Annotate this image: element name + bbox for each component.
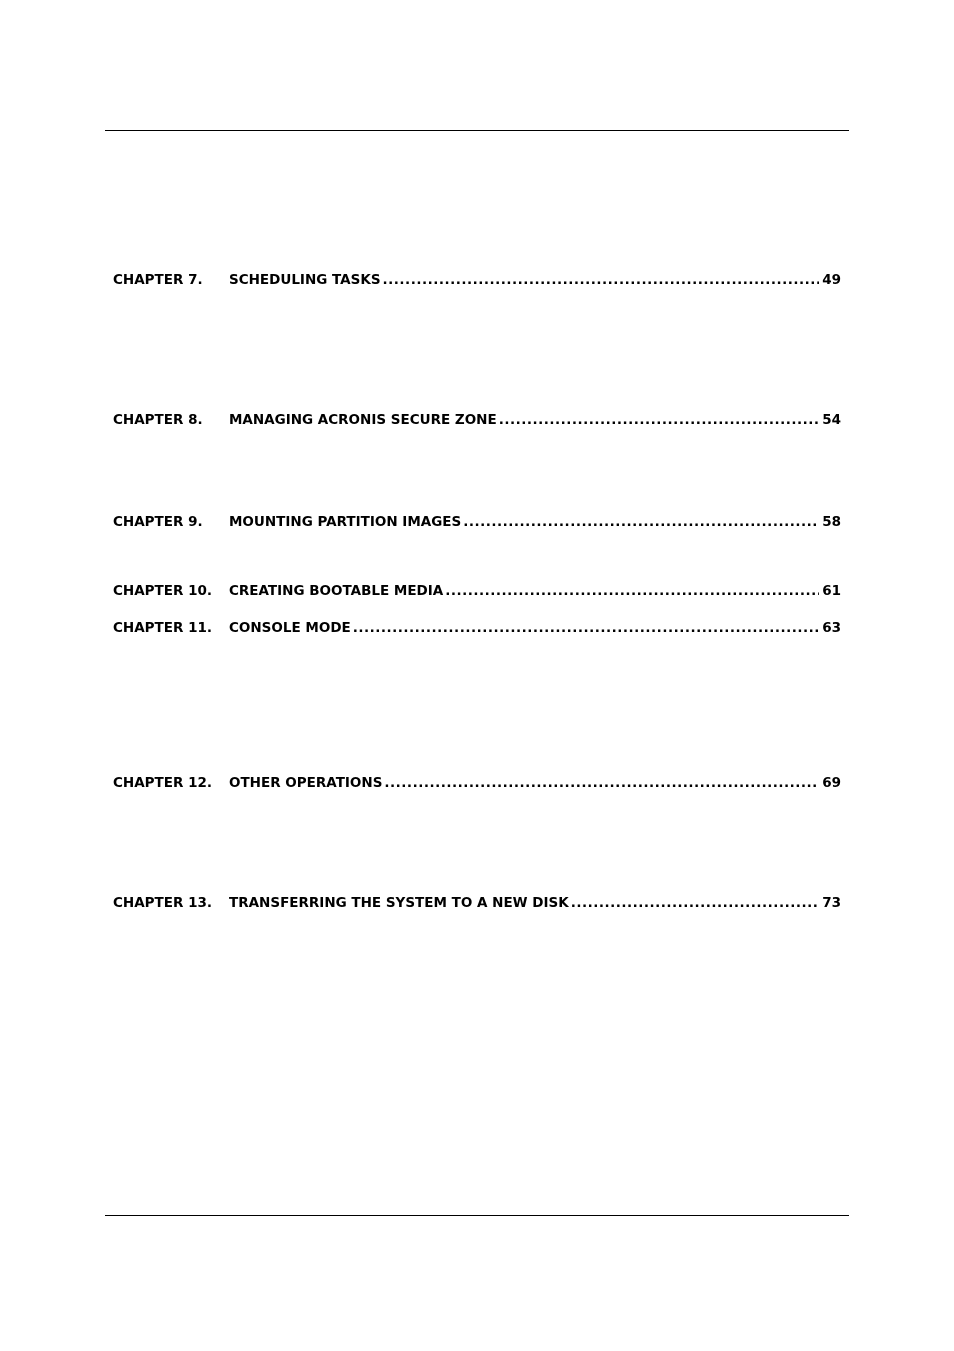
toc-dot-leader	[499, 410, 820, 430]
toc-page-number: 61	[822, 583, 841, 599]
toc-entry-chapter-11[interactable]	[113, 618, 841, 638]
toc-entry-chapter-9[interactable]	[113, 512, 841, 532]
toc-page-number: 73	[822, 895, 841, 911]
toc-entry-chapter-10[interactable]	[113, 581, 841, 601]
header-rule	[105, 130, 849, 131]
toc-chapter-title: MOUNTING PARTITION IMAGES	[229, 514, 462, 530]
toc-page-number: 54	[822, 412, 841, 428]
toc-entry-chapter-7[interactable]	[113, 270, 841, 290]
toc-chapter-number: CHAPTER 7.	[113, 272, 203, 288]
toc-entry-chapter-13[interactable]	[113, 893, 841, 913]
toc-dot-leader	[571, 893, 820, 913]
toc-page-number: 58	[822, 514, 841, 530]
toc-dot-leader	[384, 773, 819, 793]
toc-chapter-title: MANAGING ACRONIS SECURE ZONE	[229, 412, 497, 428]
toc-chapter-title: CONSOLE MODE	[229, 620, 351, 636]
toc-chapter-title: CREATING BOOTABLE MEDIA	[229, 583, 444, 599]
toc-dot-leader	[353, 618, 819, 638]
toc-chapter-number: CHAPTER 9.	[113, 514, 203, 530]
toc-entry-chapter-8[interactable]	[113, 410, 841, 430]
toc-chapter-number: CHAPTER 13.	[113, 895, 212, 911]
toc-chapter-title: OTHER OPERATIONS	[229, 775, 383, 791]
toc-chapter-number: CHAPTER 12.	[113, 775, 212, 791]
footer-rule	[105, 1215, 849, 1216]
toc-page-number: 63	[822, 620, 841, 636]
toc-page-number: 49	[822, 272, 841, 288]
toc-entry-chapter-12[interactable]	[113, 773, 841, 793]
toc-dot-leader	[445, 581, 819, 601]
toc-chapter-number: CHAPTER 8.	[113, 412, 203, 428]
toc-chapter-title: TRANSFERRING THE SYSTEM TO A NEW DISK	[229, 895, 569, 911]
toc-dot-leader	[463, 512, 819, 532]
toc-dot-leader	[383, 270, 820, 290]
toc-chapter-number: CHAPTER 10.	[113, 583, 212, 599]
toc-page-number: 69	[822, 775, 841, 791]
toc-chapter-title: SCHEDULING TASKS	[229, 272, 381, 288]
toc-chapter-number: CHAPTER 11.	[113, 620, 212, 636]
